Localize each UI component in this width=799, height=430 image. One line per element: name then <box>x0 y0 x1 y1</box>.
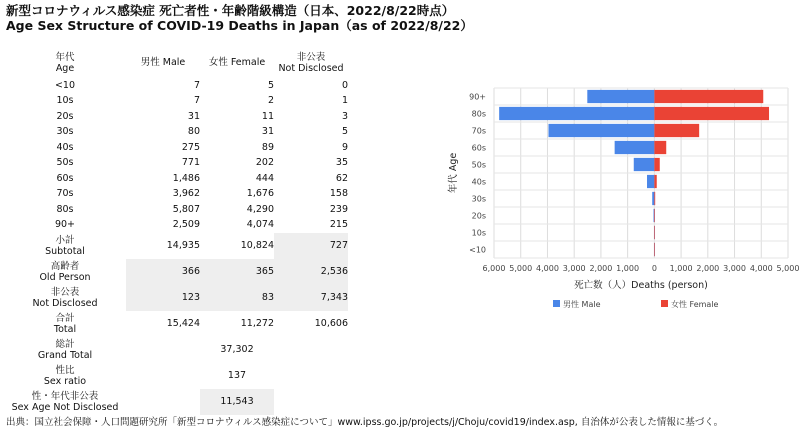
bar-female <box>654 90 763 103</box>
row-nd: 3 <box>341 110 348 122</box>
bar-male <box>548 124 654 137</box>
x-tick-label: 2,000 <box>589 264 613 273</box>
bar-male <box>647 175 654 188</box>
row-female: 4,074 <box>246 219 274 231</box>
old-person-row <box>4 259 348 285</box>
bar-female <box>654 124 699 137</box>
sex-ratio-label-jp: 性比 <box>55 365 75 376</box>
grand-total-value: 37,302 <box>220 344 254 355</box>
header-nd-jp: 非公表 <box>296 52 326 63</box>
chart-legend <box>553 299 719 309</box>
row-nd: 1 <box>341 95 348 107</box>
old-person-male: 366 <box>126 259 200 285</box>
not-disclosed-nd: 7,343 <box>274 285 348 311</box>
not-disclosed-label-jp: 非公表 <box>50 287 80 298</box>
x-tick-label: 0 <box>651 264 657 273</box>
row-nd: 215 <box>329 219 348 231</box>
sex-age-nd-row <box>4 389 348 415</box>
total-label-en: Total <box>53 324 77 335</box>
header-nd-en: Not Disclosed <box>278 63 344 74</box>
total-female: 11,272 <box>240 318 274 329</box>
not-disclosed-row <box>4 285 348 311</box>
grand-total-label-en: Grand Total <box>37 350 93 361</box>
row-nd: 158 <box>329 188 348 200</box>
table-row <box>4 171 348 187</box>
subtotal-label-en: Subtotal <box>45 246 85 257</box>
source-note: 出典：国立社会保障・人口問題研究所「新型コロナウィルス感染症について」www.ipss.go.jp/projects/j/Choju/covid19/index.asp, 自治体が公表した情報に基づく。 <box>6 417 724 428</box>
row-female: 444 <box>255 172 274 184</box>
y-tick-label: 70s <box>471 126 486 136</box>
row-male: 80 <box>187 126 200 138</box>
x-tick-label: 6,000 <box>482 264 506 273</box>
bar-male <box>654 209 655 222</box>
old-person-label-en: Old Person <box>39 272 91 283</box>
row-female: 11 <box>261 110 274 122</box>
row-age: 20s <box>56 110 74 122</box>
header-age-en: Age <box>55 63 75 74</box>
y-axis-label: 年代 Age <box>448 152 459 194</box>
header-male: 男性 Male <box>140 57 186 68</box>
old-person-label-jp: 高齢者 <box>50 261 80 272</box>
total-row <box>4 311 348 337</box>
row-age: 30s <box>56 126 74 138</box>
row-age: 80s <box>56 203 74 215</box>
table-row <box>4 109 348 125</box>
x-tick-label: 1,000 <box>616 264 640 273</box>
y-tick-label: 60s <box>471 143 486 153</box>
sex-age-nd-label-jp: 性・年代非公表 <box>31 391 99 402</box>
y-tick-label: 30s <box>471 194 486 204</box>
row-nd: 62 <box>335 172 348 184</box>
bar-female <box>654 226 655 239</box>
bar-male <box>499 107 654 120</box>
row-nd: 35 <box>335 157 348 169</box>
row-male: 5,807 <box>172 203 200 215</box>
legend-label-male: 男性 Male <box>563 300 601 309</box>
sex-ratio-value: 137 <box>227 370 247 381</box>
row-age: 40s <box>56 141 74 153</box>
not-disclosed-male: 123 <box>126 285 200 311</box>
sex-ratio-label-en: Sex ratio <box>43 376 87 387</box>
bar-male <box>652 192 654 205</box>
row-female: 4,290 <box>246 203 274 215</box>
sex-age-nd-value: 11,543 <box>200 389 274 415</box>
subtotal-label <box>4 233 126 259</box>
subtotal-nd: 727 <box>274 233 348 259</box>
total-male: 15,424 <box>166 318 200 329</box>
row-nd: 0 <box>341 79 348 91</box>
grand-total-label <box>4 337 126 363</box>
header-age <box>4 48 126 78</box>
y-tick-label: 90+ <box>469 92 486 102</box>
row-male: 771 <box>181 157 200 169</box>
row-age: 60s <box>56 172 74 184</box>
table-row <box>4 78 348 94</box>
bar-female <box>654 243 655 256</box>
legend-label-female: 女性 Female <box>671 300 719 309</box>
y-tick-label: 80s <box>471 109 486 119</box>
row-female: 2 <box>267 95 274 107</box>
bar-female <box>654 141 666 154</box>
row-nd: 9 <box>341 141 348 153</box>
table-row <box>4 94 348 110</box>
bar-female <box>654 107 769 120</box>
title-japanese: 新型コロナウィルス感染症 死亡者性・年齢階級構造（日本、2022/8/22時点） <box>6 3 455 18</box>
bar-male <box>587 90 654 103</box>
row-male: 3,962 <box>172 188 200 200</box>
row-nd: 239 <box>329 203 348 215</box>
bar-female <box>654 209 655 222</box>
deaths-table <box>4 48 348 415</box>
bar-male <box>615 141 655 154</box>
table-row <box>4 187 348 203</box>
total-nd: 10,606 <box>314 318 348 329</box>
old-person-female: 365 <box>200 259 274 285</box>
y-tick-label: 20s <box>471 211 486 221</box>
not-disclosed-female: 83 <box>200 285 274 311</box>
sex-ratio-label <box>4 363 126 389</box>
title-english: Age Sex Structure of COVID-19 Deaths in Japan（as of 2022/8/22） <box>6 18 473 33</box>
y-tick-label: 40s <box>471 177 486 187</box>
x-tick-label: 3,000 <box>723 264 746 273</box>
old-person-nd: 2,536 <box>274 259 348 285</box>
bar-female <box>654 158 659 171</box>
subtotal-row <box>4 233 348 259</box>
table-header-row <box>4 48 348 78</box>
row-male: 7 <box>193 79 200 91</box>
grand-total-label-jp: 総計 <box>55 339 75 350</box>
row-nd: 5 <box>341 126 348 138</box>
row-male: 275 <box>181 141 200 153</box>
bar-female <box>654 175 656 188</box>
row-female: 1,676 <box>246 188 274 200</box>
header-age-jp: 年代 <box>55 52 75 63</box>
subtotal-label-jp: 小計 <box>55 235 75 246</box>
subtotal-female: 10,824 <box>240 240 274 251</box>
sex-age-nd-label <box>4 389 126 415</box>
bar-female <box>654 192 655 205</box>
row-age: <10 <box>54 79 76 91</box>
sex-age-nd-label-en: Sex Age Not Disclosed <box>11 402 119 413</box>
row-male: 2,509 <box>172 219 200 231</box>
legend-swatch-female <box>661 300 668 307</box>
row-female: 5 <box>267 79 274 91</box>
row-female: 202 <box>255 157 274 169</box>
x-tick-label: 2,000 <box>696 264 720 273</box>
subtotal-male: 14,935 <box>166 240 200 251</box>
row-age: 10s <box>56 95 74 107</box>
row-age: 90+ <box>54 219 76 231</box>
x-tick-label: 4,000 <box>536 264 559 273</box>
table-row <box>4 140 348 156</box>
old-person-label <box>4 259 126 285</box>
x-tick-label: 4,000 <box>749 264 773 273</box>
not-disclosed-label <box>4 285 126 311</box>
chart-x-ticks <box>483 264 799 273</box>
row-male: 7 <box>193 95 200 107</box>
table-row <box>4 202 348 218</box>
row-age: 70s <box>56 188 74 200</box>
legend-swatch-male <box>553 300 560 307</box>
x-tick-label: 5,000 <box>776 264 799 273</box>
grand-total-row <box>4 337 348 363</box>
table-row <box>4 218 348 234</box>
not-disclosed-label-en: Not Disclosed <box>32 298 98 309</box>
header-female: 女性 Female <box>208 57 266 68</box>
row-male: 31 <box>187 110 200 122</box>
row-age: 50s <box>56 157 74 169</box>
population-pyramid-chart <box>430 80 799 320</box>
y-tick-label: 10s <box>471 228 486 238</box>
table-row <box>4 156 348 172</box>
row-male: 1,486 <box>172 172 200 184</box>
row-female: 31 <box>261 126 274 138</box>
y-tick-label: 50s <box>471 160 486 170</box>
header-not-disclosed <box>274 48 348 78</box>
chart-y-ticks <box>469 93 486 255</box>
total-label-jp: 合計 <box>55 313 75 324</box>
x-axis-label: 死亡数（人）Deaths (person) <box>574 280 708 291</box>
x-tick-label: 3,000 <box>562 264 586 273</box>
total-label <box>4 311 126 337</box>
x-tick-label: 1,000 <box>669 264 693 273</box>
x-tick-label: 5,000 <box>509 264 533 273</box>
y-tick-label: <10 <box>469 245 486 255</box>
bar-male <box>634 158 655 171</box>
table-row <box>4 125 348 141</box>
row-female: 89 <box>261 141 274 153</box>
sex-ratio-row <box>4 363 348 389</box>
